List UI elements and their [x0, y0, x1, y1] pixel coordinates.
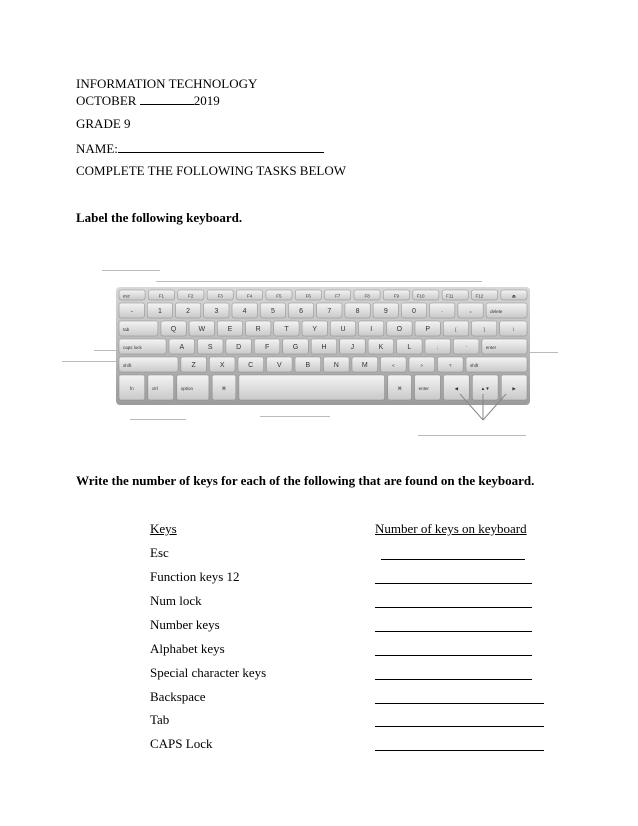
name-line: [76, 140, 324, 157]
keyboard-key-label: K: [378, 344, 384, 351]
keyboard-key-label: enter: [418, 386, 429, 391]
keyboard-key-label: G: [292, 344, 299, 351]
task2-title: Write the number of keys for each of the following that are found on the keyboard.: [76, 473, 535, 488]
keyboard-key-label: F2: [188, 293, 194, 299]
name-blank[interactable]: [118, 140, 324, 153]
date-blank[interactable]: [140, 92, 194, 105]
keyboard-key-label: F4: [246, 293, 253, 299]
keyboard-key-label: 5: [270, 308, 275, 315]
keyboard-key-label: C: [248, 362, 254, 369]
keyboard-key-label: I: [370, 326, 373, 333]
keyboard-key-label: enter: [485, 345, 497, 350]
keyboard-key-label: esc: [123, 293, 131, 299]
subject-title: INFORMATION TECHNOLOGY: [76, 76, 258, 91]
keyboard-key-label: 6: [299, 308, 304, 315]
keyboard-key-label: P: [425, 326, 431, 333]
keyboard-key-label: F6: [305, 293, 311, 299]
keyboard-key-label: Z: [191, 362, 196, 369]
keyboard-key-label: ▲▼: [480, 386, 490, 391]
instructions: COMPLETE THE FOLLOWING TASKS BELOW: [76, 163, 347, 178]
table-row: Num lock: [150, 593, 202, 608]
table-row: Alphabet keys: [150, 641, 225, 656]
keyboard-key-label: M: [361, 362, 368, 369]
keyboard-key-label: S: [207, 344, 213, 351]
keyboard-key-label: Y: [312, 326, 318, 333]
answer-blank[interactable]: [375, 631, 532, 632]
keyboard-key-label: caps lock: [123, 345, 142, 350]
keyboard-key: [239, 375, 385, 400]
callout-line[interactable]: [418, 435, 526, 436]
keyboard-key-label: delete: [490, 309, 503, 314]
col-header-keys: Keys: [150, 521, 177, 536]
keyboard-key-label: \: [512, 327, 515, 332]
keyboard-key-label: ctrl: [151, 386, 158, 391]
answer-blank[interactable]: [375, 703, 544, 704]
task1-title: Label the following keyboard.: [76, 210, 243, 225]
keyboard-key-label: H: [321, 344, 327, 351]
keyboard-key-label: ': [465, 345, 467, 350]
callout-line[interactable]: [62, 361, 124, 362]
callout-line[interactable]: [130, 419, 186, 420]
keyboard-key-label: =: [469, 309, 472, 314]
callout-line[interactable]: [102, 270, 160, 271]
answer-blank[interactable]: [375, 726, 544, 727]
keyboard-svg: [116, 287, 530, 405]
table-row: Function keys 12: [150, 569, 240, 584]
keyboard-key-label: V: [276, 362, 282, 369]
keyboard-key-label: F11: [446, 293, 454, 299]
col-header-count: Number of keys on keyboard: [375, 521, 527, 536]
keyboard-key-label: ⏏: [511, 293, 517, 299]
keyboard-key-label: 3: [214, 308, 219, 315]
arrow-callouts: [456, 390, 526, 430]
date-line: [76, 92, 220, 109]
keyboard-key-label: 8: [355, 308, 360, 315]
keyboard-key-label: F12: [475, 293, 484, 299]
keyboard-key-label: 1: [157, 308, 162, 315]
table-row: Number keys: [150, 617, 220, 632]
table-row: Tab: [150, 712, 170, 727]
keyboard-key-label: F1: [158, 293, 165, 299]
keyboard-key-label: ]: [483, 327, 485, 332]
keyboard-key-label: F5: [276, 293, 282, 299]
keyboard-key-label: F8: [364, 293, 370, 299]
keyboard-key-label: ;: [437, 345, 439, 350]
name-label: NAME:: [76, 141, 118, 156]
keyboard-key-label: F: [264, 344, 270, 351]
keyboard-key-label: >: [420, 363, 424, 368]
grade-label: GRADE 9: [76, 116, 131, 131]
keyboard-key-label: 7: [327, 308, 332, 315]
callout-line[interactable]: [260, 416, 330, 417]
keyboard-key-label: U: [340, 326, 346, 333]
answer-blank[interactable]: [375, 583, 532, 584]
answer-blank[interactable]: [375, 679, 532, 680]
keyboard-key-label: ▶: [512, 386, 516, 391]
keyboard-key-label: tab: [123, 327, 130, 332]
keyboard-key-label: ~: [130, 309, 134, 314]
keyboard-key-label: <: [391, 363, 395, 368]
table-row: Special character keys: [150, 665, 267, 680]
keyboard-key-label: shift: [470, 363, 479, 368]
keyboard-key-label: D: [236, 344, 242, 351]
keyboard-key-label: ⌘: [221, 386, 227, 391]
month-label: OCTOBER: [76, 93, 137, 108]
keyboard-key-label: ?: [449, 363, 452, 368]
keyboard-key-label: Q: [170, 326, 177, 333]
table-row: CAPS Lock: [150, 736, 213, 751]
keyboard-key-label: E: [227, 326, 233, 333]
keyboard-image: [116, 287, 530, 405]
keyboard-key-label: F10: [416, 293, 425, 299]
keyboard-key-label: 9: [383, 308, 388, 315]
keyboard-key-label: T: [284, 326, 289, 333]
keyboard-key-label: F7: [335, 293, 341, 299]
keyboard-key-label: N: [333, 362, 339, 369]
keyboard-key-label: 4: [242, 308, 247, 315]
keyboard-key-label: ⌘: [397, 386, 402, 391]
keyboard-key-label: [: [455, 327, 457, 332]
keyboard-key-label: shift: [123, 363, 132, 368]
year-label: 2019: [193, 93, 220, 108]
keyboard-key-label: A: [179, 344, 185, 351]
keyboard-key-label: 2: [186, 308, 191, 315]
keyboard-key-label: F3: [217, 293, 223, 299]
keyboard-key-label: L: [407, 344, 412, 351]
keyboard-key-label: J: [350, 344, 355, 351]
keyboard-key-label: X: [219, 362, 225, 369]
keyboard-key-label: fn: [130, 386, 134, 391]
answer-blank[interactable]: [381, 559, 525, 560]
keyboard-key-label: -: [441, 309, 444, 314]
answer-blank[interactable]: [375, 750, 544, 751]
callout-line[interactable]: [156, 281, 482, 282]
keyboard-key-label: option: [180, 386, 194, 391]
keyboard-key-label: 0: [412, 308, 416, 315]
keyboard-key-label: O: [396, 326, 403, 333]
keyboard-key-label: ◀: [454, 386, 459, 391]
answer-blank[interactable]: [375, 607, 532, 608]
keyboard-key-label: W: [198, 326, 206, 333]
keyboard-key-label: B: [305, 362, 311, 369]
keyboard-key-label: R: [255, 326, 261, 333]
table-row: Esc: [150, 545, 169, 560]
table-row: Backspace: [150, 689, 206, 704]
answer-blank[interactable]: [375, 655, 532, 656]
keyboard-key-label: F9: [393, 293, 400, 299]
